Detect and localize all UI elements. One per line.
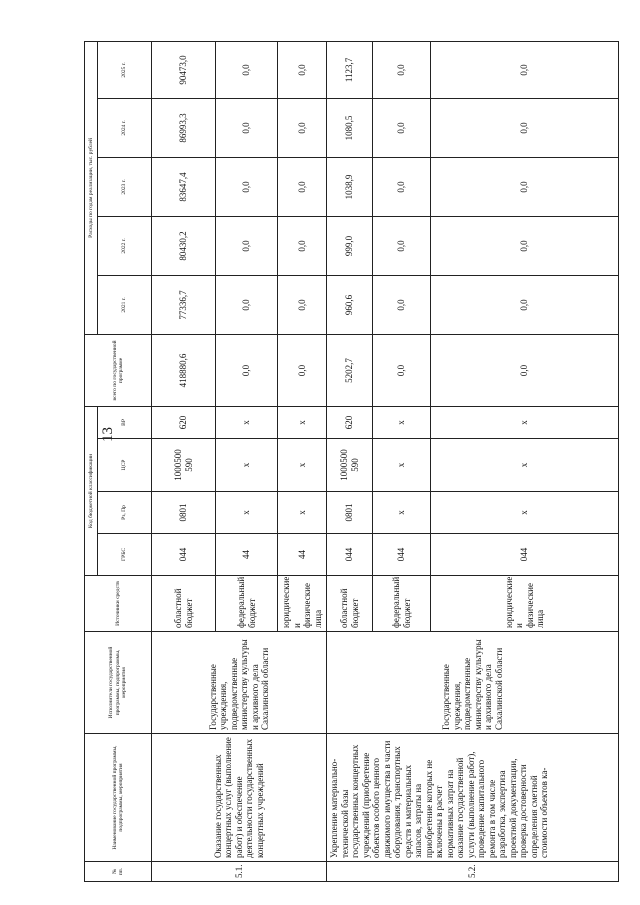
csr-cell: x (373, 439, 431, 492)
rzpr-cell: 0801 (152, 492, 216, 534)
y2024-cell: 0,0 (431, 98, 619, 157)
header-bk-group: Код бюджетной классификации (85, 406, 98, 575)
row-5-2-executor: Государственные учреждения, подведомственные министерству культуры и архивного дела Сахалинской области (327, 632, 619, 734)
y2025-cell: 0,0 (431, 41, 619, 98)
header-2024: 2024 г. (98, 98, 152, 157)
y2021-cell: 0,0 (278, 275, 327, 334)
vr-cell: 620 (327, 406, 373, 438)
csr-cell: x (431, 439, 619, 492)
vr-cell: x (278, 406, 327, 438)
csr-cell: x (216, 439, 278, 492)
row-5-1-num: 5.1. (152, 862, 327, 882)
y2021-cell: 0,0 (431, 275, 619, 334)
y2023-cell: 0,0 (216, 157, 278, 216)
header-rzpr: Рз, Пр (98, 492, 152, 534)
header-vr: ВР (98, 406, 152, 438)
header-source: Источники средств (85, 576, 152, 632)
y2022-cell: 0,0 (373, 216, 431, 275)
rzpr-cell: x (216, 492, 278, 534)
row-5-2-name: Укрепление материально-технической базы государственных концертных учреждений (приобретение объектов особого ценного движимого имущества в части оборудования, транспортных средств и материальных запасов, затраты на приобретение которых не включены в расчет нормативных затрат на оказание государственной услуги (выполнение работ), проведение капитального ремонта в том числе разработка, экспертиза проектной документации, проверка достоверности определения сметной стоимости объектов ка- (327, 734, 619, 862)
y2023-cell: 0,0 (373, 157, 431, 216)
csr-cell: x (278, 439, 327, 492)
grbs-cell: 44 (278, 534, 327, 576)
row-5-1-executor: Государственные учреждения, подведомственные министерству культуры и архивного дела Сахалинской области (152, 632, 327, 734)
row-5-2-num: 5.2. (327, 862, 619, 882)
header-2022: 2022 г. (98, 216, 152, 275)
y2021-cell: 960,6 (327, 275, 373, 334)
source-cell: федеральный бюджет (373, 576, 431, 632)
header-num: № пп. (85, 862, 152, 882)
source-cell: областной бюджет (152, 576, 216, 632)
y2023-cell: 0,0 (431, 157, 619, 216)
total-cell: 0,0 (431, 334, 619, 406)
header-total: всего по государственной программе (85, 334, 152, 406)
y2023-cell: 83647,4 (152, 157, 216, 216)
rzpr-cell: 0801 (327, 492, 373, 534)
y2022-cell: 0,0 (216, 216, 278, 275)
grbs-cell: 44 (216, 534, 278, 576)
header-executor: Исполнители государственной программы, подпрограммы, мероприятия (85, 632, 152, 734)
y2024-cell: 0,0 (278, 98, 327, 157)
total-cell: 0,0 (216, 334, 278, 406)
rotated-table-sheet (84, 42, 624, 882)
y2025-cell: 0,0 (216, 41, 278, 98)
vr-cell: x (373, 406, 431, 438)
rzpr-cell: x (373, 492, 431, 534)
source-cell: юридические и физические лица (431, 576, 619, 632)
grbs-cell: 044 (373, 534, 431, 576)
source-cell: юридические и физические лица (278, 576, 327, 632)
total-cell: 0,0 (373, 334, 431, 406)
total-cell: 0,0 (278, 334, 327, 406)
y2025-cell: 1123,7 (327, 41, 373, 98)
y2022-cell: 999,0 (327, 216, 373, 275)
page-number: 13 (100, 427, 116, 442)
y2024-cell: 0,0 (373, 98, 431, 157)
budget-table (84, 41, 619, 882)
y2024-cell: 0,0 (216, 98, 278, 157)
y2021-cell: 77336,7 (152, 275, 216, 334)
y2021-cell: 0,0 (216, 275, 278, 334)
header-grbs: ГРБС (98, 534, 152, 576)
table-row (152, 41, 216, 881)
y2025-cell: 0,0 (278, 41, 327, 98)
header-years-group: Расходы по годам реализации, тыс. рублей (85, 41, 98, 334)
grbs-cell: 044 (152, 534, 216, 576)
y2025-cell: 0,0 (373, 41, 431, 98)
header-2021: 2021 г. (98, 275, 152, 334)
csr-cell: 1000500 590 (327, 439, 373, 492)
y2022-cell: 0,0 (278, 216, 327, 275)
y2022-cell: 80430,2 (152, 216, 216, 275)
y2024-cell: 86993,3 (152, 98, 216, 157)
csr-cell: 1000500 590 (152, 439, 216, 492)
row-5-1-name: Оказание государственных концертных услуг (выполнение работ) и обеспечение деятельности государственных концертных учреждений (152, 734, 327, 862)
source-cell: областной бюджет (327, 576, 373, 632)
grbs-cell: 044 (327, 534, 373, 576)
y2023-cell: 0,0 (278, 157, 327, 216)
source-cell: федеральный бюджет (216, 576, 278, 632)
y2025-cell: 90473,0 (152, 41, 216, 98)
vr-cell: x (216, 406, 278, 438)
header-name: Наименование государственной программы, подпрограммы, мероприятия (85, 734, 152, 862)
grbs-cell: 044 (431, 534, 619, 576)
rzpr-cell: x (431, 492, 619, 534)
header-csr: ЦСР (98, 439, 152, 492)
y2021-cell: 0,0 (373, 275, 431, 334)
total-cell: 5202,7 (327, 334, 373, 406)
rzpr-cell: x (278, 492, 327, 534)
y2022-cell: 0,0 (431, 216, 619, 275)
vr-cell: x (431, 406, 619, 438)
header-2023: 2023 г. (98, 157, 152, 216)
y2024-cell: 1080,5 (327, 98, 373, 157)
total-cell: 418880,6 (152, 334, 216, 406)
header-2025: 2025 г. (98, 41, 152, 98)
y2023-cell: 1038,9 (327, 157, 373, 216)
vr-cell: 620 (152, 406, 216, 438)
table-row (327, 41, 373, 881)
